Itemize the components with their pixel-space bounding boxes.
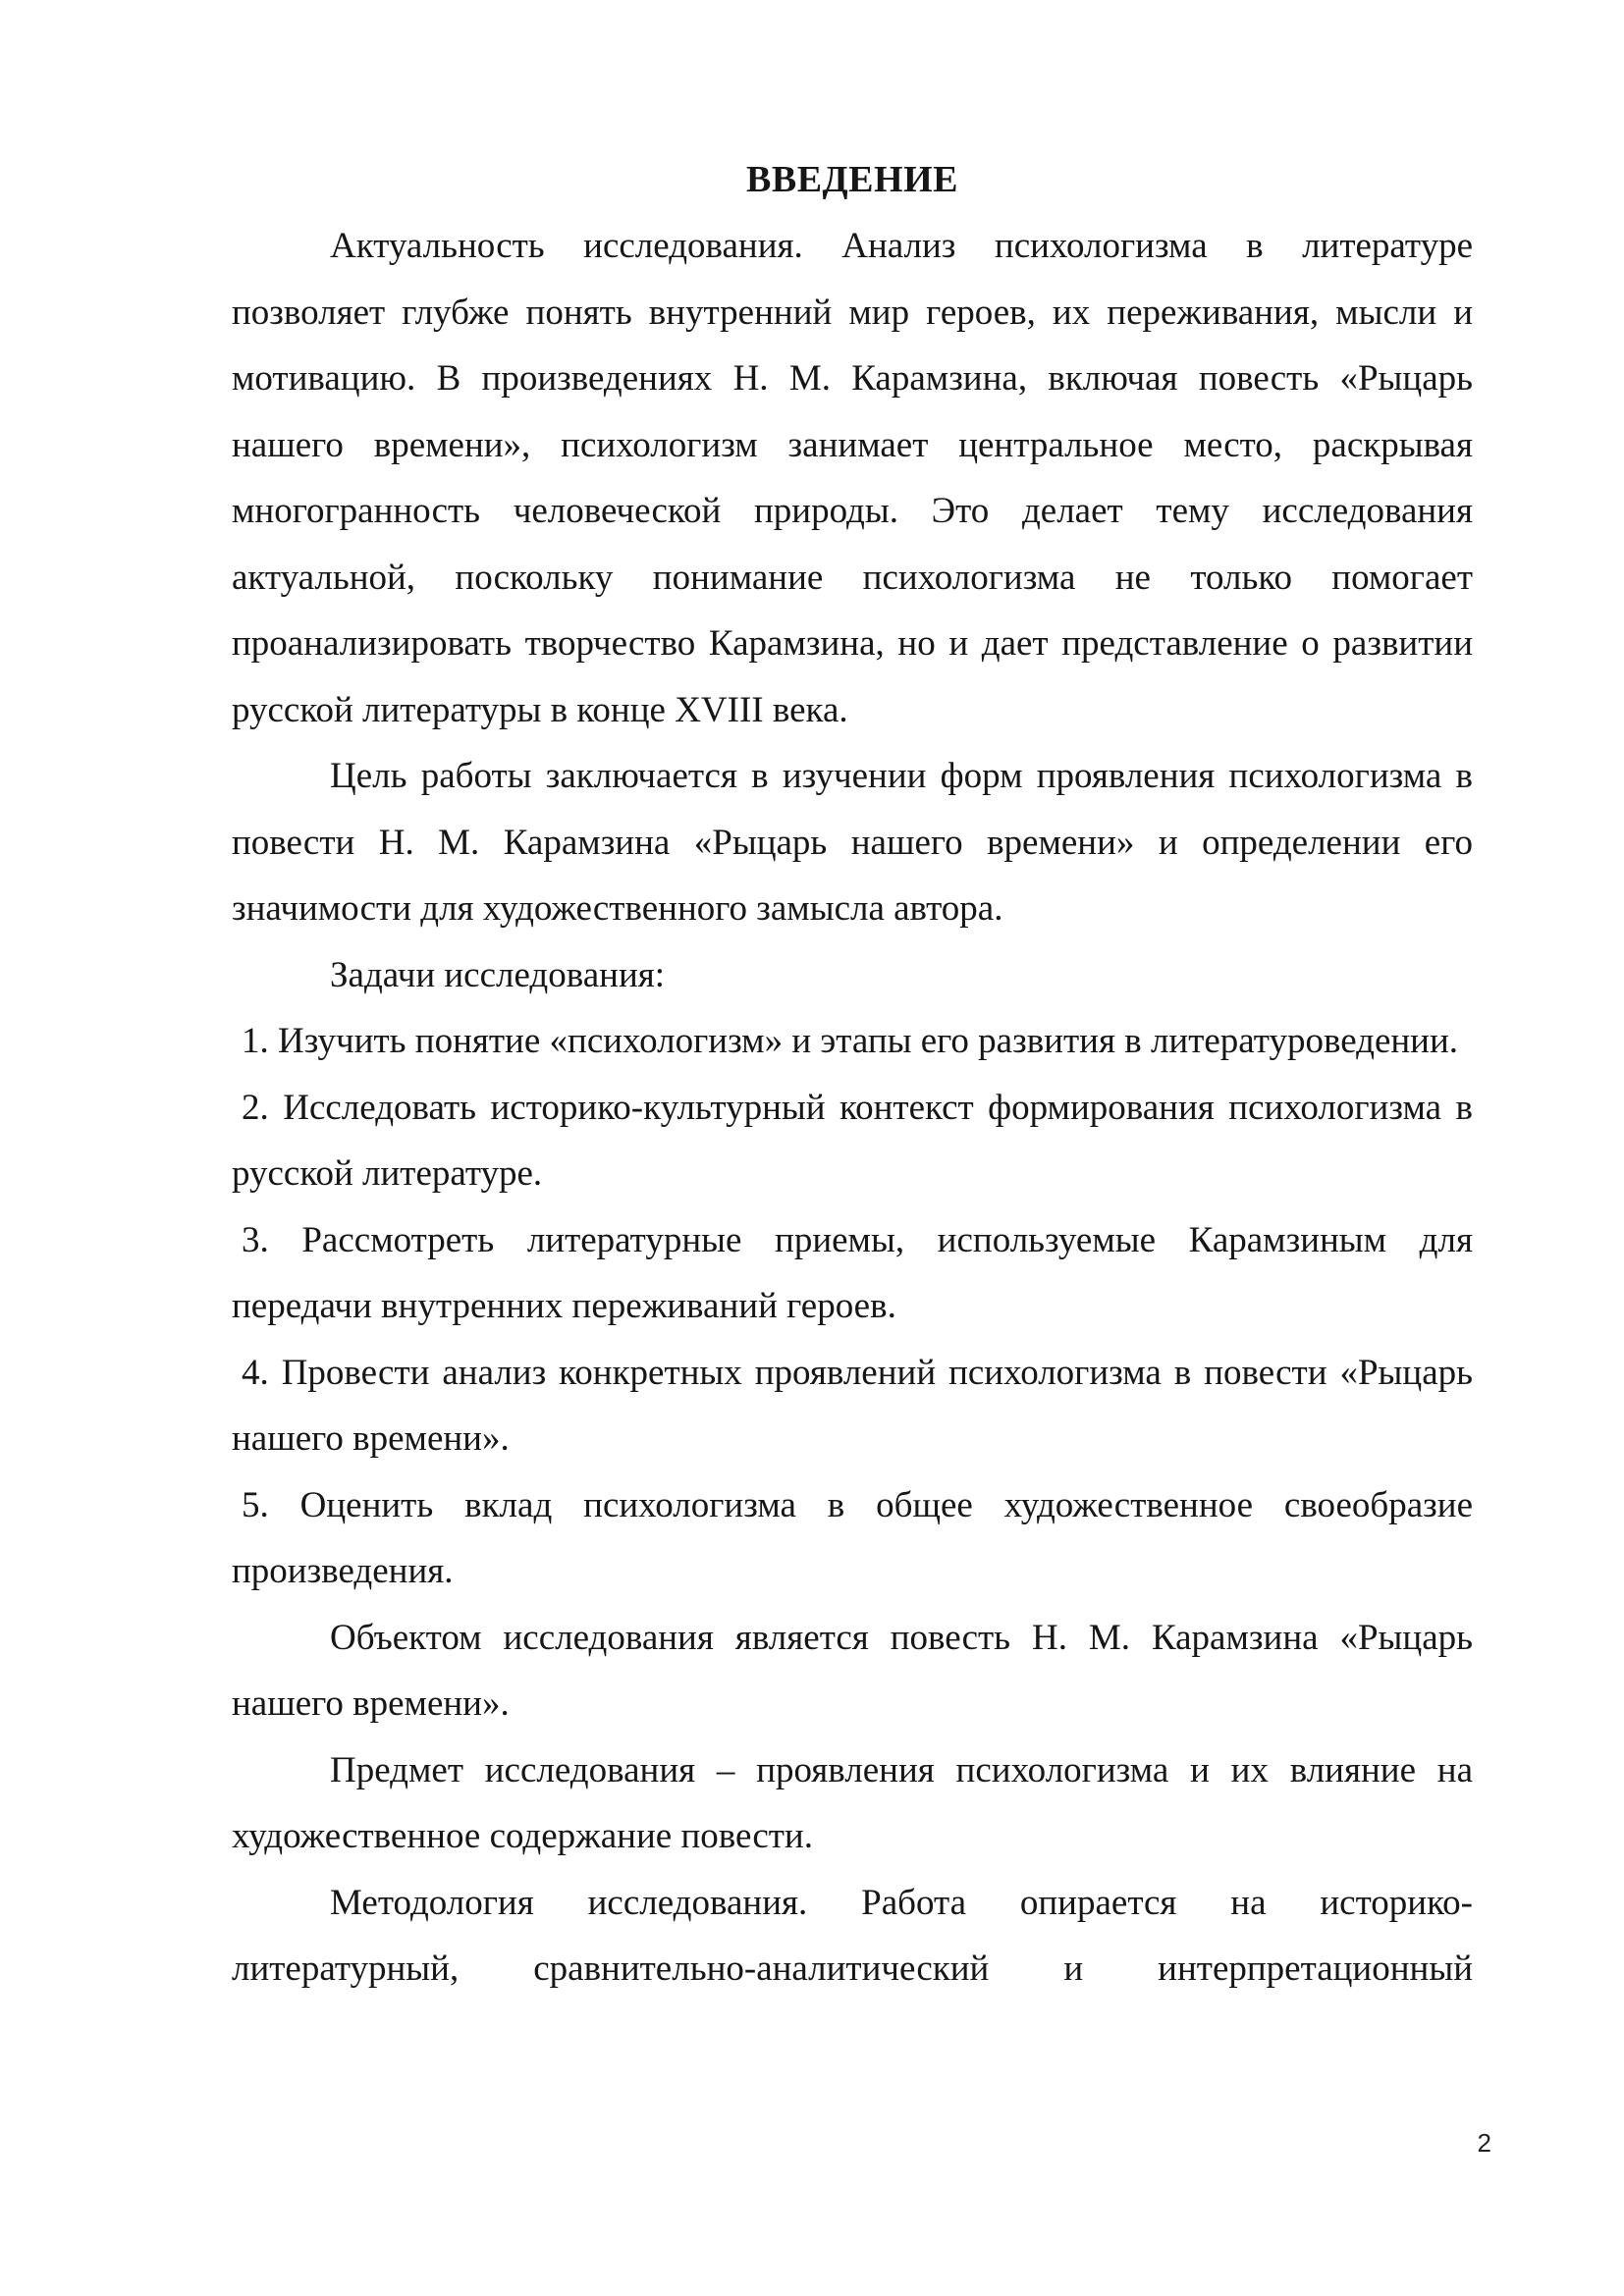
methodology-paragraph: Методология исследования. Работа опирается на историко-литературный, сравнительно-аналитический и интерпретационный bbox=[232, 1882, 1473, 1989]
task-item-4: 4. Провести анализ конкретных проявлений психологизма в повести «Рыцарь нашего времени». bbox=[232, 1352, 1473, 1459]
section-title: ВВЕДЕНИЕ bbox=[746, 159, 958, 200]
tasks-heading: Задачи исследования: bbox=[330, 954, 666, 995]
subject-paragraph: Предмет исследования – проявления психологизма и их влияние на художественное содержание повести. bbox=[232, 1749, 1473, 1856]
page-content bbox=[232, 147, 1473, 2002]
task-item-1: 1. Изучить понятие «психологизм» и этапы его развития в литературоведении. bbox=[242, 1021, 1459, 1061]
relevance-paragraph: Актуальность исследования. Анализ психологизма в литературе позволяет глубже понять внутренний мир героев, их переживания, мысли и мотивацию. В произведениях Н. М. Карамзина, включая повесть «Рыцарь нашего времени», психологизм занимает центральное место, раскрывая многогранность человеческой природы. Это делает тему исследования актуальной, поскольку понимание психологизма не только помогает проанализировать творчество Карамзина, но и дает представление о развитии русской литературы в конце XVIII века. bbox=[232, 226, 1473, 730]
object-paragraph: Объектом исследования является повесть Н. М. Карамзина «Рыцарь нашего времени». bbox=[232, 1617, 1473, 1724]
task-item-5: 5. Оценить вклад психологизма в общее художественное своеобразие произведения. bbox=[232, 1484, 1473, 1591]
task-item-2: 2. Исследовать историко-культурный контекст формирования психологизма в русской литературе. bbox=[232, 1087, 1473, 1194]
goal-paragraph: Цель работы заключается в изучении форм проявления психологизма в повести Н. М. Карамзина «Рыцарь нашего времени» и определении его значимости для художественного замысла автора. bbox=[232, 756, 1473, 929]
task-item-3: 3. Рассмотреть литературные приемы, используемые Карамзиным для передачи внутренних переживаний героев. bbox=[232, 1219, 1473, 1326]
page-number: 2 bbox=[1477, 2128, 1491, 2158]
